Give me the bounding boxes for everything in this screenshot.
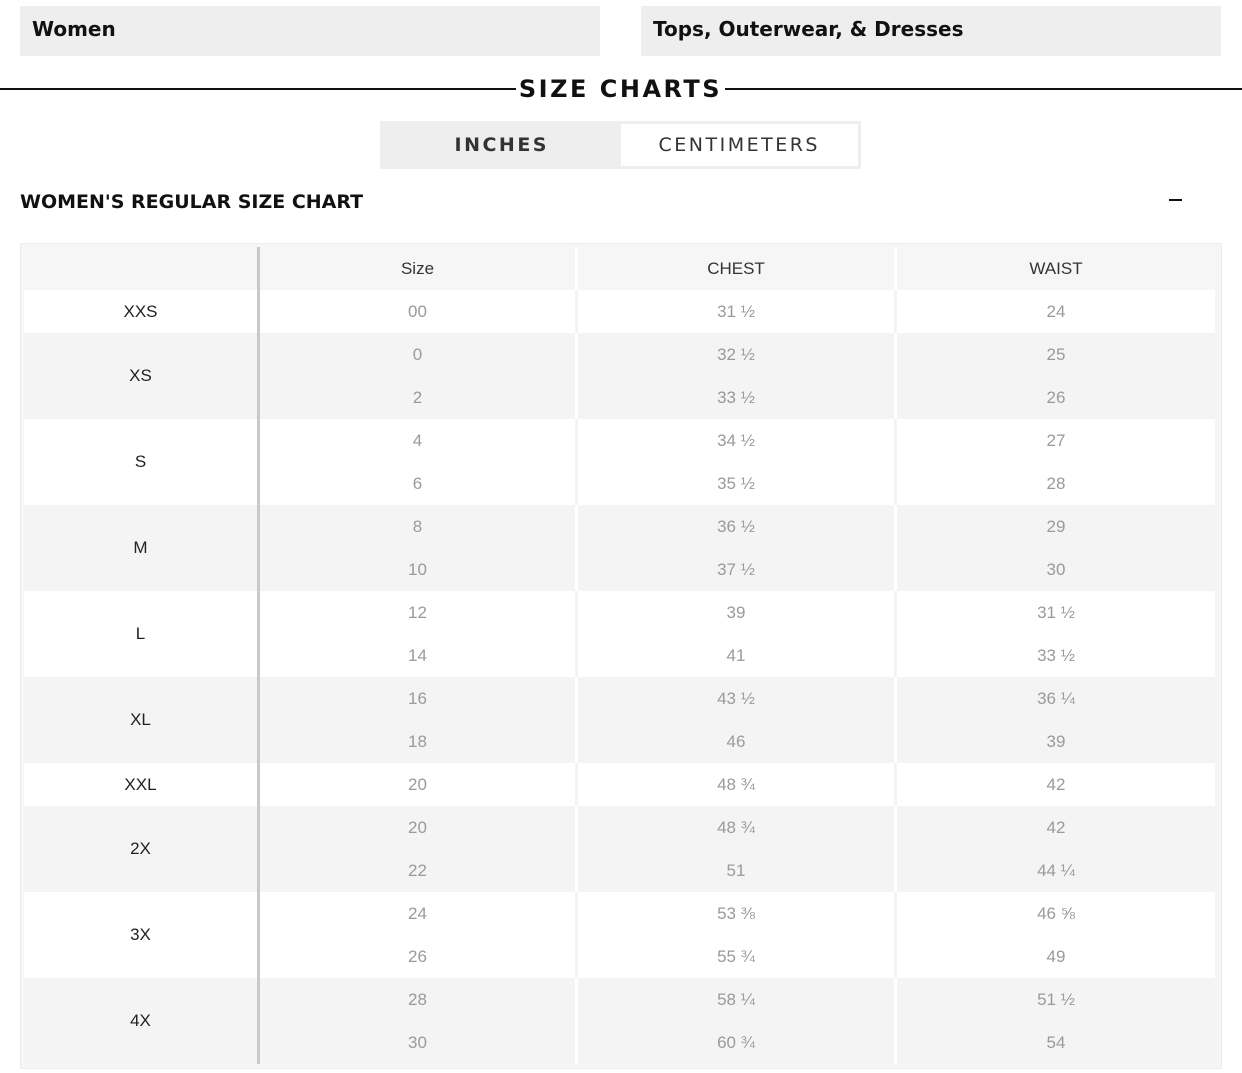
table-row — [24, 892, 1215, 935]
size-label-cell: 2X — [24, 806, 260, 892]
waist-cell: 25 — [897, 333, 1215, 376]
numeric-size-cell: 20 — [260, 806, 578, 849]
numeric-size-cell: 18 — [260, 720, 578, 763]
unit-toggle — [380, 121, 861, 169]
page-title: SIZE CHARTS — [518, 75, 723, 103]
column-header-chest: CHEST — [578, 247, 897, 290]
title-divider-right — [725, 88, 1242, 90]
numeric-size-cell: 16 — [260, 677, 578, 720]
waist-cell: 39 — [897, 720, 1215, 763]
chest-cell: 35 ½ — [578, 462, 897, 505]
numeric-size-cell: 20 — [260, 763, 578, 806]
header-corner — [24, 247, 260, 290]
chest-cell: 34 ½ — [578, 419, 897, 462]
waist-cell: 44 ¼ — [897, 849, 1215, 892]
waist-cell: 30 — [897, 548, 1215, 591]
numeric-size-cell: 6 — [260, 462, 578, 505]
table-row — [24, 290, 1215, 333]
chest-cell: 60 ¾ — [578, 1021, 897, 1064]
chest-cell: 51 — [578, 849, 897, 892]
size-label-cell: XXL — [24, 763, 260, 806]
numeric-size-cell: 10 — [260, 548, 578, 591]
category-select[interactable]: Women — [20, 6, 600, 56]
tab-centimeters[interactable]: CENTIMETERS — [658, 134, 820, 156]
numeric-size-cell: 22 — [260, 849, 578, 892]
waist-cell: 42 — [897, 806, 1215, 849]
table-row — [24, 419, 1215, 462]
table-row — [24, 505, 1215, 548]
numeric-size-cell: 24 — [260, 892, 578, 935]
chest-cell: 39 — [578, 591, 897, 634]
waist-cell: 28 — [897, 462, 1215, 505]
minus-icon — [1169, 199, 1182, 201]
size-label-cell: S — [24, 419, 260, 505]
column-header-size: Size — [260, 247, 578, 290]
product-type-select[interactable]: Tops, Outerwear, & Dresses — [641, 6, 1221, 56]
table-header-row — [24, 247, 1215, 290]
waist-cell: 31 ½ — [897, 591, 1215, 634]
size-label-cell: M — [24, 505, 260, 591]
collapse-button[interactable] — [1160, 186, 1190, 214]
chest-cell: 48 ¾ — [578, 763, 897, 806]
column-header-waist: WAIST — [1029, 258, 1083, 278]
waist-cell: 49 — [897, 935, 1215, 978]
title-divider-left — [0, 88, 516, 90]
waist-cell: 54 — [897, 1021, 1215, 1064]
chest-cell: 41 — [578, 634, 897, 677]
table-row — [24, 763, 1215, 806]
table-row — [24, 806, 1215, 849]
size-label-cell: L — [24, 591, 260, 677]
chest-cell: 53 ⅜ — [578, 892, 897, 935]
chest-cell: 48 ¾ — [578, 806, 897, 849]
numeric-size-cell: 0 — [260, 333, 578, 376]
size-label-cell: XS — [24, 333, 260, 419]
chest-cell: 32 ½ — [578, 333, 897, 376]
waist-cell: 46 ⅝ — [897, 892, 1215, 935]
chart-heading: WOMEN'S REGULAR SIZE CHART — [20, 191, 364, 213]
table-row — [24, 333, 1215, 376]
size-label-cell: 3X — [24, 892, 260, 978]
waist-cell: 24 — [897, 290, 1215, 333]
table-row — [24, 591, 1215, 634]
waist-cell: 36 ¼ — [897, 677, 1215, 720]
waist-cell: 33 ½ — [897, 634, 1215, 677]
chest-cell: 33 ½ — [578, 376, 897, 419]
numeric-size-cell: 14 — [260, 634, 578, 677]
numeric-size-cell: 26 — [260, 935, 578, 978]
table-row — [24, 978, 1215, 1021]
numeric-size-cell: 12 — [260, 591, 578, 634]
waist-cell: 42 — [897, 763, 1215, 806]
numeric-size-cell: 4 — [260, 419, 578, 462]
numeric-size-cell: 2 — [260, 376, 578, 419]
size-label-cell: 4X — [24, 978, 260, 1064]
size-label-cell: XXS — [24, 290, 260, 333]
chest-cell: 43 ½ — [578, 677, 897, 720]
waist-cell: 29 — [897, 505, 1215, 548]
table-body — [24, 290, 1215, 1064]
chest-cell: 46 — [578, 720, 897, 763]
size-label-cell: XL — [24, 677, 260, 763]
waist-cell: 51 ½ — [897, 978, 1215, 1021]
size-chart-table — [20, 243, 1222, 1069]
numeric-size-cell: 00 — [260, 290, 578, 333]
waist-cell: 27 — [897, 419, 1215, 462]
numeric-size-cell: 8 — [260, 505, 578, 548]
numeric-size-cell: 30 — [260, 1021, 578, 1064]
chest-cell: 37 ½ — [578, 548, 897, 591]
chest-cell: 58 ¼ — [578, 978, 897, 1021]
chest-cell: 55 ¾ — [578, 935, 897, 978]
chest-cell: 31 ½ — [578, 290, 897, 333]
waist-cell: 26 — [897, 376, 1215, 419]
numeric-size-cell: 28 — [260, 978, 578, 1021]
table-row — [24, 677, 1215, 720]
tab-inches[interactable]: INCHES — [383, 124, 621, 166]
chest-cell: 36 ½ — [578, 505, 897, 548]
